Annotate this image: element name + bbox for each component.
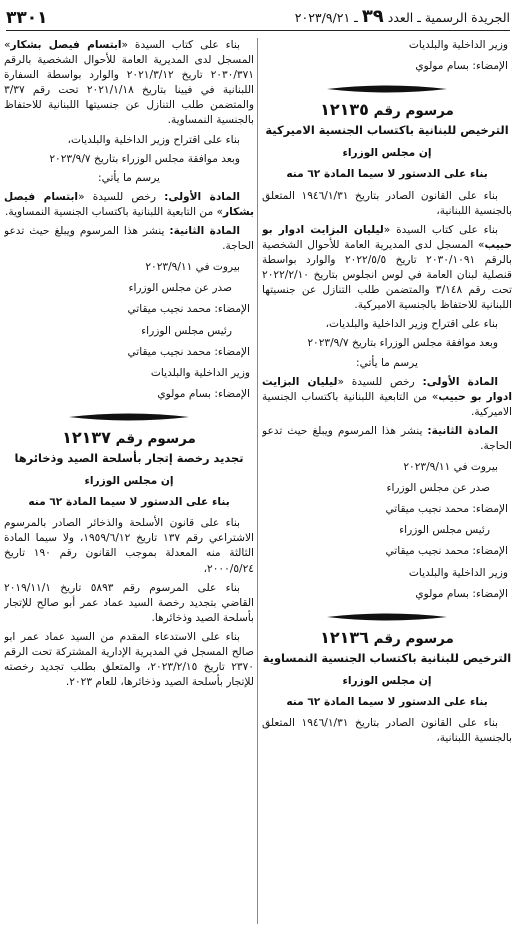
text-span: » من التابعية اللبنانية باكتساب الجنسية النمساوية. (5, 205, 223, 218)
paragraph: بناء على قانون الأسلحة والذخائر الصادر بالمرسوم الاشتراعي رقم ١٣٧ تاريخ ١٩٥٩/٦/١٢، ولا سيما المادة الثالثة منه المعدلة بموجب القانون رقم ١٩٠ تاريخ ٢٠٠٠/٥/٢٤، (4, 517, 254, 575)
decree-number: ١٢١٣٦ (320, 627, 369, 647)
decree-title (4, 427, 254, 447)
article-1 (4, 190, 254, 220)
text-span: بناء على كتاب السيدة « (383, 223, 498, 236)
ornament-divider (327, 612, 447, 622)
decree-number: ١٢١٣٧ (62, 427, 111, 447)
article-label: المادة الأولى: (164, 190, 240, 203)
paragraph: بناء على اقتراح وزير الداخلية والبلديات، (325, 318, 498, 331)
decree-title (262, 102, 512, 119)
article-1 (262, 375, 512, 420)
person-name: ابتسام فيصل بشكار (10, 39, 122, 51)
page-header (6, 4, 510, 31)
paragraph: وبعد موافقة مجلس الوزراء بتاريخ ٢٠٢٣/٩/٧ (49, 152, 240, 165)
signature-line: الإمضاء: بسام مولوي (415, 587, 508, 600)
text-span: ينشر هذا المرسوم ويبلغ حيث تدعو الحاجة. (4, 225, 254, 253)
decree-number: ١٢١٣٥ (320, 100, 369, 120)
council-heading: إن مجلس الوزراء (342, 674, 432, 687)
paragraph: بناء على اقتراح وزير الداخلية والبلديات، (67, 133, 240, 146)
signature-line: رئيس مجلس الوزراء (141, 324, 232, 337)
decree-subject: الترخيص للبنانية باكتساب الجنسية النمساوية (262, 650, 512, 665)
issue-date: ـ ٢٠٢٣/٩/٢١ (294, 10, 358, 25)
signature-line: الإمضاء: بسام مولوي (415, 60, 508, 73)
text-span: » المسجل لدى المديرية العامة للأحوال الشخصية بالرقم ٢٠٣٠/١٠٩١ تاريخ ٢٠٢٢/٥/٥ والوارد بواسطة قنصلية لبنان العامة في لوس انجلوس بتاريخ ٢٠٢٢/٢/١٠ تحت رقم ٣/١٤٨ والمتضمن طلب التنازل عن جنسيتها اللبنانية للاحتفاظ بالجنسية الاميركية. (262, 238, 512, 312)
decree-title-prefix: مرسوم رقم (115, 430, 196, 447)
person-name: ليليان البزايت ادوار بو حبيب (262, 375, 512, 403)
constitution-clause: بناء على الدستور لا سيما المادة ٦٢ منه (28, 496, 230, 509)
signature-line: الإمضاء: محمد نجيب ميقاتي (385, 545, 508, 558)
article-2 (4, 224, 254, 254)
right-column (262, 38, 512, 924)
decree-date: بيروت في ٢٠٢٣/٩/١١ (403, 461, 498, 474)
paragraph: بناء على المرسوم رقم ٥٨٩٣ تاريخ ٢٠١٩/١١/١ القاضي بتجديد رخصة السيد عماد عمر أبو صالح للإتجار بأسلحة الصيد وذخائرها. (4, 581, 254, 624)
signature-line: الإمضاء: بسام مولوي (157, 387, 250, 400)
article-label: المادة الثانية: (169, 225, 240, 238)
article-label: المادة الأولى: (422, 375, 498, 388)
text-span: » المسجل لدى المديرية العامة للأحوال الشخصية بالرقم ٢٠٣٠/٣٧١ تاريخ ٢٠٢١/٣/١٢ والوارد بواسطة السفارة اللبنانية في فيينا بتاريخ ٢٠٢١/١/١٨ تحت رقم ٣/٣٧ والمتضمن طلب التنازل عن جنسيتها اللبنانية للاحتفاظ بالجنسية النمساوية. (4, 39, 254, 127)
article-2 (262, 424, 512, 454)
paragraph: وبعد موافقة مجلس الوزراء بتاريخ ٢٠٢٣/٩/٧ (307, 337, 498, 350)
paragraph: بناء على الاستدعاء المقدم من السيد عماد عمر ابو صالح المسجل في المديرية الإدارية المشتركة تحت الرقم ٢٣٧٠ تاريخ ٢٠٢٣/٢/١٥، والمتعلق بطلب تجديد رخصته للإتجار بأسلحة الصيد وذخائرها، للعام ٢٠٢٣. (4, 630, 254, 689)
left-column (4, 38, 254, 924)
gazette-name: الجريدة الرسمية ـ العدد (387, 10, 510, 25)
paragraph: يرسم ما يأتي: (98, 171, 160, 184)
person-name: ليليان البزايت ادوار بو حبيب (262, 223, 512, 251)
paragraph: بناء على القانون الصادر بتاريخ ١٩٤٦/١/٣١ المتعلق بالجنسية اللبنانية، (262, 189, 512, 217)
constitution-clause: بناء على الدستور لا سيما المادة ٦٢ منه (286, 696, 488, 708)
column-divider (257, 38, 258, 924)
ornament-divider (69, 412, 189, 422)
ornament-divider (327, 84, 447, 94)
signature-line: رئيس مجلس الوزراء (399, 524, 490, 537)
paragraph (262, 223, 512, 314)
signature-line: وزير الداخلية والبلديات (408, 39, 508, 51)
council-heading: إن مجلس الوزراء (84, 475, 174, 488)
gazette-title (295, 5, 510, 30)
text-span: رخص للسيدة « (78, 190, 165, 203)
text-span: ينشر هذا المرسوم ويبلغ حيث تدعو الحاجة. (262, 424, 512, 452)
signature-line: الإمضاء: محمد نجيب ميقاتي (127, 345, 250, 358)
decree-title-prefix: مرسوم رقم (373, 630, 454, 647)
constitution-clause: بناء على الدستور لا سيما المادة ٦٢ منه (286, 168, 488, 181)
decree-subject: تجديد رخصة إتجار بأسلحة الصيد وذخائرها (14, 450, 244, 465)
decree-subject: الترخيص للبنانية باكتساب الجنسية الاميركية (265, 123, 509, 138)
signature-line: صدر عن مجلس الوزراء (386, 482, 490, 495)
text-span: رخص للسيدة « (337, 375, 423, 388)
signature-line: صدر عن مجلس الوزراء (128, 282, 232, 295)
signature-line: الإمضاء: محمد نجيب ميقاتي (385, 503, 508, 516)
signature-line: وزير الداخلية والبلديات (150, 366, 250, 379)
page-number: ٣٣٠١ (6, 8, 48, 28)
signature-line: وزير الداخلية والبلديات (408, 566, 508, 579)
issue-number: ٣٩ (361, 6, 384, 27)
article-label: المادة الثانية: (427, 424, 498, 437)
paragraph: يرسم ما يأتي: (356, 356, 418, 369)
decree-title (262, 627, 512, 647)
signature-line: الإمضاء: محمد نجيب ميقاتي (127, 303, 250, 316)
decree-date: بيروت في ٢٠٢٣/٩/١١ (145, 261, 240, 274)
paragraph: بناء على القانون الصادر بتاريخ ١٩٤٦/١/٣١ المتعلق بالجنسية اللبنانية، (262, 717, 512, 745)
person-name: ابتسام فيصل بشكار (4, 190, 254, 218)
text-span: » من التابعية اللبنانية باكتساب الجنسية الاميركية. (262, 390, 512, 418)
paragraph (4, 38, 254, 129)
decree-title-prefix: مرسوم رقم (373, 103, 454, 120)
council-heading: إن مجلس الوزراء (342, 147, 432, 160)
text-span: بناء على كتاب السيدة « (121, 39, 240, 51)
